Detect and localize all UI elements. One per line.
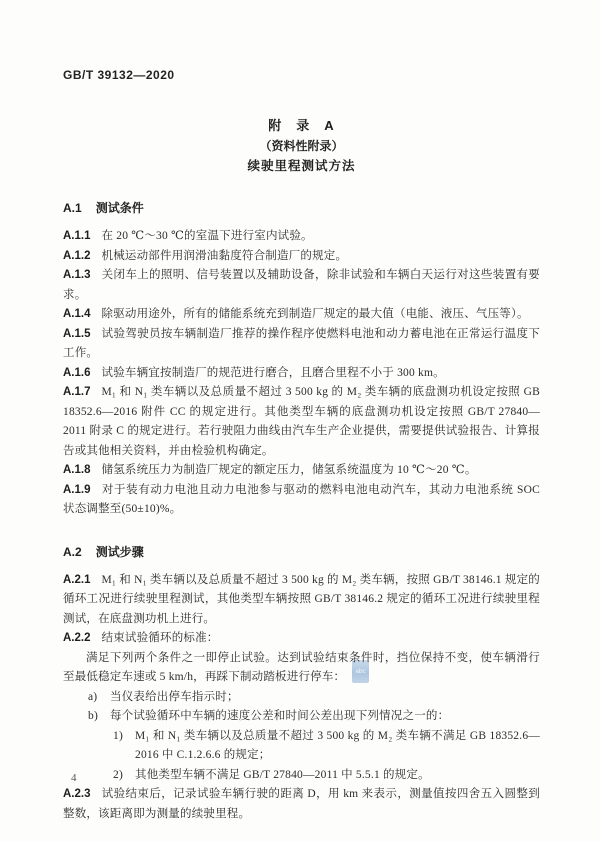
- clause-number: A.1.9: [63, 483, 91, 496]
- clause-a1-6: [63, 364, 540, 384]
- list-text: 其他类型车辆不满足 GB/T 27840—2011 中 5.5.1 的规定。: [135, 768, 430, 781]
- list-text: M₁ 和 N₁ 类车辆以及总质量不超过 3 500 kg 的 M₂ 类车辆不满足 GB 18352.6—2016 中 C.1.2.6.6 的规定；: [135, 729, 540, 761]
- clause-text: 机械运动部件用润滑油黏度符合制造厂的规定。: [101, 249, 348, 262]
- list-marker: 1): [113, 729, 123, 742]
- appendix-title-block: [63, 116, 540, 176]
- clause-number: A.1.4: [63, 308, 91, 320]
- stamp-label: abc: [355, 668, 366, 675]
- clause-number: A.1.5: [63, 327, 91, 340]
- appendix-subtitle-line: （资料性附录）: [259, 139, 344, 153]
- clause-a1-8: [63, 461, 540, 481]
- clause-text: 储氢系统压力为制造厂规定的额定压力，储氢系统温度为 10 ℃～20 ℃。: [101, 464, 477, 476]
- list-item-b: [63, 707, 540, 727]
- clause-number: A.1.3: [63, 269, 91, 281]
- section-heading-a1: [63, 199, 540, 217]
- clause-text: 试验结束后，记录试验车辆行驶的距离 D，用 km 来表示，测量值按四舍五入圆整到整数，该距离即为测量的续驶里程。: [63, 788, 540, 820]
- clause-text: M₁ 和 N₁ 类车辆以及总质量不超过 3 500 kg 的 M₂ 类车辆，按照 GB/T 38146.1 规定的循环工况进行续驶里程测试，其他类型车辆按照 GB/T 38146.2 规定的循环工况进行续驶里程测试，在底盘测功机上进行。: [63, 573, 540, 625]
- clause-number: A.2.2: [63, 632, 91, 644]
- clause-text: 试验驾驶员按车辆制造厂推荐的操作程序使燃料电池和动力蓄电池在正常运行温度下工作。: [63, 327, 540, 359]
- clause-text: 对于装有动力电池且动力电池参与驱动的燃料电池电动汽车，其动力电池系统 SOC 状态调整至(50±10)%。: [63, 483, 540, 515]
- clause-text: M₁ 和 N₁ 类车辆以及总质量不超过 3 500 kg 的 M₂ 类车辆的底盘测功机设定按照 GB 18352.6—2016 附件 CC 的规定进行。其他类型车辆的底盘测功机设定按照 GB/T 27840—2011 附录 C 的规定进行。若行驶阻力曲线由汽车生产企业提供，需要提供试验报告、计算报告或其他相关资料，并由检验机构确定。: [63, 386, 540, 457]
- clause-a2-2: [63, 629, 540, 649]
- section-number: A.2: [63, 544, 82, 559]
- clause-number: A.2.1: [63, 573, 91, 586]
- clause-a1-3: [63, 266, 540, 305]
- standard-number-header: GB/T 39132—2020: [63, 68, 175, 82]
- list-text: 当仪表给出停车指示时；: [110, 690, 239, 703]
- clause-a1-1: [63, 227, 540, 247]
- list-item-b2: [63, 766, 540, 786]
- list-marker: 2): [113, 768, 123, 781]
- clause-a2-1: [63, 571, 540, 630]
- clause-number: A.1.7: [63, 386, 91, 398]
- appendix-method-title: 续驶里程测试方法: [247, 159, 356, 173]
- list-item-b1: [63, 727, 540, 766]
- clause-text: 在 20 ℃～30 ℃的室温下进行室内试验。: [101, 230, 313, 242]
- clause-a1-2: [63, 247, 540, 267]
- page-number: 4: [71, 772, 77, 784]
- clause-number: A.2.3: [63, 788, 91, 800]
- clause-text: 结束试验循环的标准：: [101, 632, 219, 644]
- clause-a1-4: [63, 305, 540, 325]
- clause-text: 除驱动用途外，所有的储能系统充到制造厂规定的最大值（电能、液压、气压等）。: [101, 308, 529, 320]
- clause-a1-9: [63, 481, 540, 520]
- clause-a1-7: [63, 383, 540, 461]
- a2-2-stop-condition-paragraph: 满足下列两个条件之一即停止试验。达到试验结束条件时，挡位保持不变，使车辆滑行至最低稳定车速或 5 km/h，再踩下制动踏板进行停车：: [63, 651, 540, 683]
- section-title: 测试步骤: [95, 544, 144, 559]
- clause-number: A.1.1: [63, 230, 91, 242]
- section-number: A.1: [63, 201, 82, 215]
- page-content: [63, 116, 540, 824]
- section-title: 测试条件: [95, 201, 144, 215]
- list-marker: b): [88, 710, 98, 722]
- clause-text: 关闭车上的照明、信号装置以及辅助设备，除非试验和车辆白天运行对这些装置有要求。: [63, 269, 540, 301]
- list-marker: a): [88, 690, 98, 703]
- clause-number: A.1.2: [63, 249, 91, 262]
- list-text: 每个试验循环中车辆的速度公差和时间公差出现下列情况之一的：: [110, 710, 450, 722]
- clause-number: A.1.8: [63, 464, 91, 476]
- list-item-a: [63, 688, 540, 708]
- appendix-title-line: 附 录 A: [268, 118, 335, 133]
- clause-a1-5: [63, 325, 540, 364]
- clause-a2-3: [63, 785, 540, 824]
- section-heading-a2: [63, 543, 540, 561]
- clause-text: 试验车辆宜按制造厂的规范进行磨合，且磨合里程不小于 300 km。: [101, 366, 445, 379]
- clause-number: A.1.6: [63, 366, 91, 379]
